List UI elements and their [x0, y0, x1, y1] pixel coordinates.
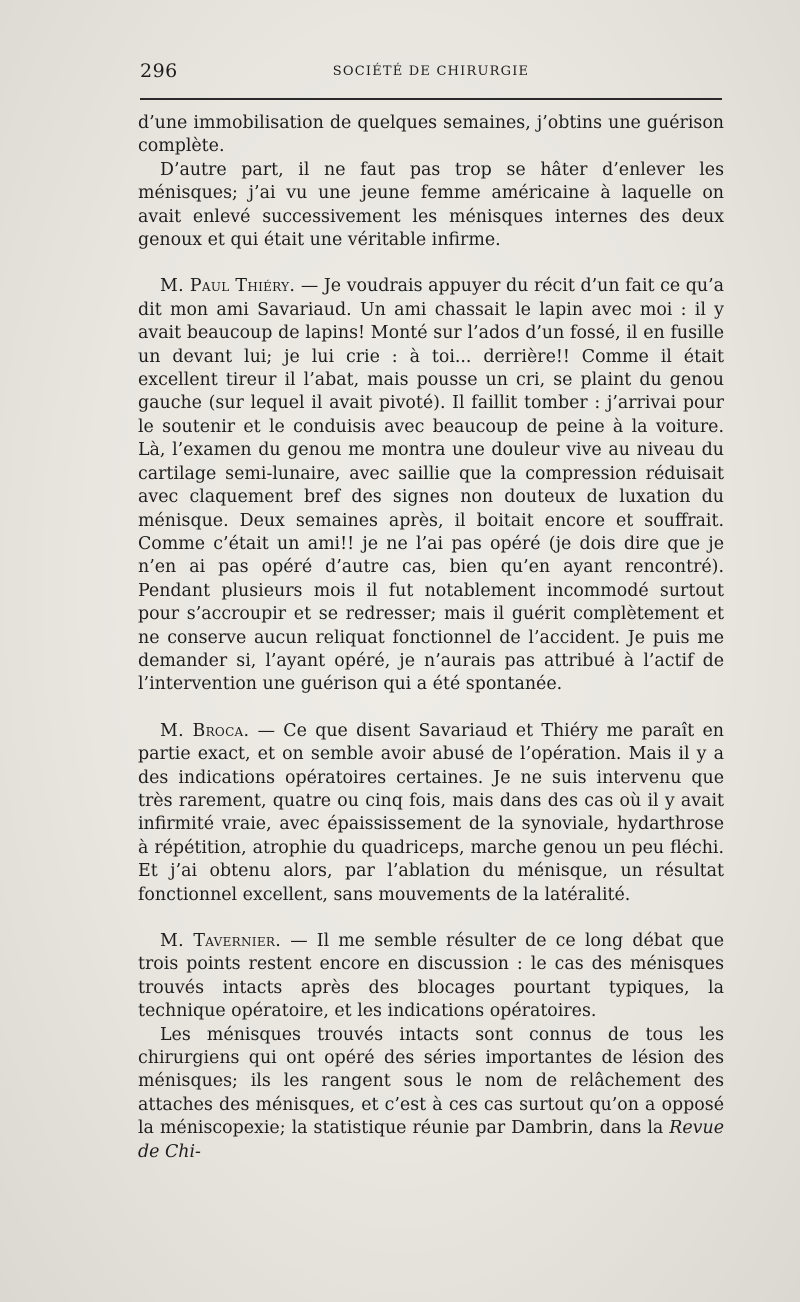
paragraph-menisques: [138, 159, 724, 253]
body-text: [138, 112, 724, 1164]
journal-title: Revue de Chi-: [138, 1118, 724, 1162]
paragraph-text: — Il me semble résulter de ce long débat que trois points restent encore en discussion : le cas des ménisques trouvés intacts après des blocages pourtant typiques, la technique opératoire, et les indications opératoires.: [138, 931, 724, 1022]
paragraph-text: d’une immobilisation de quelques semaines, j’obtins une guérison complète.: [138, 113, 724, 157]
paragraph-tavernier: [138, 930, 724, 1024]
paragraph-menisques-intacts: [138, 1024, 724, 1164]
speaker-name: M. Tavernier.: [160, 931, 282, 951]
speaker-name: M. Broca.: [160, 720, 250, 741]
header-rule: [140, 98, 722, 100]
paragraph-text: D’autre part, il ne faut pas trop se hâter d’enlever les ménisques; j’ai vu une jeune femme américaine à laquelle on avait enlevé successivement les ménisques internes des deux genoux et qui était une véritable infirme.: [138, 159, 724, 251]
paragraph-continuation: [138, 112, 724, 159]
running-head: SOCIÉTÉ DE CHIRURGIE: [332, 64, 530, 79]
paragraph-thiery: [138, 275, 724, 696]
paragraph-text: — Ce que disent Savariaud et Thiéry me paraît en partie exact, et on semble avoir abusé de l’opération. Mais il y a des indications opératoires certaines. Je ne suis intervenu que très rarement, quatre ou cinq fois, mais dans des cas où il y avait infirmité vraie, avec épaississement de la synoviale, hydarthrose à répétition, atrophie du quadriceps, marche genou un peu fléchi. Et j’ai obtenu alors, par l’ablation du ménisque, un résultat fonctionnel excellent, sans mouvements de la latéralité.: [138, 720, 725, 905]
page-header: [138, 60, 724, 84]
page-number: 296: [140, 60, 178, 82]
speaker-name: M. Paul Thiéry.: [160, 276, 296, 297]
paragraph-text: Les ménisques trouvés intacts sont connus de tous les chirurgiens qui ont opéré des séries importantes de lésion des ménisques; ils les rangent sous le nom de relâchement des attaches des ménisques, et c’est à ces cas surtout qu’on a opposé la méniscopexie; la statistique réunie par Dambrin, dans la: [138, 1024, 724, 1139]
paragraph-broca: [138, 720, 724, 907]
paragraph-text: — Je voudrais appuyer du récit d’un fait ce qu’a dit mon ami Savariaud. Un ami chassait le lapin avec moi : il y avait beaucoup de lapins! Monté sur l’ados d’un fossé, il en fusille un devant lui; je lui crie : à toi... derrière!! Comme il était excellent tireur il l’abat, mais pousse un cri, se plaint du genou gauche (sur lequel il avait pivoté). Il faillit tomber : j’arrivai pour le soutenir et le conduisis avec beaucoup de peine à la voiture. Là, l’examen du genou me montra une douleur vive au niveau du cartilage semi-lunaire, avec saillie que la compression réduisait avec claquement bref des signes non douteux de luxation du ménisque. Deux semaines après, il boitait encore et souffrait. Comme c’était un ami!! je ne l’ai pas opéré (je dois dire que je n’en ai pas opéré d’autre cas, bien qu’en ayant rencontré). Pendant plusieurs mois il fut notablement incommodé surtout pour s’accroupir et se redresser; mais il guérit complètement et ne conserve aucun reliquat fonctionnel de l’accident. Je puis me demander si, l’ayant opéré, je n’aurais pas attribué à l’actif de l’intervention une guérison qui a été spontanée.: [138, 276, 724, 695]
